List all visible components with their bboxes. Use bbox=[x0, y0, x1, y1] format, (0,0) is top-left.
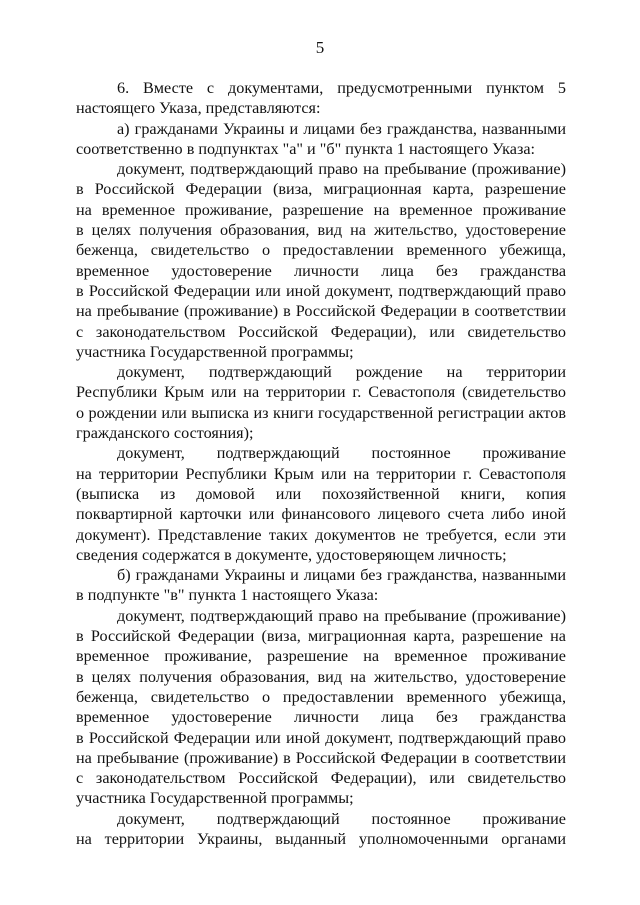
paragraph-line: соответственно в подпунктах "а" и "б" пункта 1 настоящего Указа: bbox=[76, 139, 536, 158]
paragraph-line: документ). Представление таких документов не требуется, если эти bbox=[76, 525, 566, 544]
line-wrapper bbox=[76, 423, 566, 443]
paragraph-line: б) гражданами Украины и лицами без гражданства, названными bbox=[117, 566, 566, 585]
paragraph-line: на пребывание (проживание) в Российской Федерации в соответствии bbox=[76, 748, 566, 767]
line-wrapper bbox=[76, 139, 566, 159]
document-paragraph bbox=[76, 119, 566, 160]
paragraph-line: документ, подтверждающий рождение на территории bbox=[117, 363, 566, 382]
line-wrapper bbox=[76, 728, 566, 748]
line-wrapper bbox=[76, 606, 566, 626]
line-wrapper bbox=[76, 809, 566, 829]
paragraph-line: а) гражданами Украины и лицами без гражданства, названными bbox=[117, 119, 566, 138]
paragraph-line: гражданского состояния); bbox=[76, 424, 254, 443]
line-wrapper bbox=[76, 707, 566, 727]
page-number: 5 bbox=[315, 38, 325, 57]
line-wrapper bbox=[76, 504, 566, 524]
line-wrapper bbox=[76, 119, 566, 139]
line-wrapper bbox=[76, 585, 566, 605]
paragraph-line: документ, подтверждающий постоянное проживание bbox=[117, 444, 566, 463]
paragraph-line: временное проживание, разрешение на временное проживание bbox=[76, 647, 566, 666]
document-paragraph bbox=[76, 159, 566, 362]
line-wrapper bbox=[76, 667, 566, 687]
paragraph-line: 6. Вместе с документами, предусмотренными пунктом 5 bbox=[117, 79, 566, 97]
line-wrapper bbox=[76, 748, 566, 768]
line-wrapper bbox=[76, 220, 566, 240]
line-wrapper bbox=[76, 281, 566, 301]
line-wrapper bbox=[76, 382, 566, 402]
paragraph-line: документ, подтверждающий право на пребывание (проживание) bbox=[117, 160, 566, 179]
line-wrapper bbox=[76, 362, 566, 382]
line-wrapper bbox=[76, 646, 566, 666]
line-wrapper bbox=[76, 525, 566, 545]
line-wrapper bbox=[76, 403, 566, 423]
line-wrapper bbox=[76, 322, 566, 342]
line-wrapper bbox=[76, 301, 566, 321]
line-wrapper bbox=[76, 464, 566, 484]
document-paragraph bbox=[76, 809, 566, 850]
paragraph-line: в Российской Федерации (виза, миграционная карта, разрешение bbox=[76, 180, 566, 199]
paragraph-line: сведения содержатся в документе, удостоверяющем личность; bbox=[76, 545, 507, 564]
document-paragraph bbox=[76, 362, 566, 443]
document-paragraph bbox=[76, 78, 566, 119]
line-wrapper bbox=[76, 484, 566, 504]
paragraph-line: поквартирной карточки или финансового лицевого счета либо иной bbox=[76, 505, 566, 524]
line-wrapper bbox=[76, 200, 566, 220]
paragraph-line: беженца, свидетельство о предоставлении временного убежища, bbox=[76, 241, 566, 260]
paragraph-line: участника Государственной программы; bbox=[76, 789, 354, 808]
line-wrapper bbox=[76, 443, 566, 463]
line-wrapper bbox=[76, 179, 566, 199]
document-paragraph bbox=[76, 443, 566, 565]
line-wrapper bbox=[76, 788, 566, 808]
line-wrapper bbox=[76, 687, 566, 707]
paragraph-line: настоящего Указа, представляются: bbox=[76, 99, 321, 118]
paragraph-line: документ, подтверждающий право на пребывание (проживание) bbox=[117, 606, 566, 625]
paragraph-line: документ, подтверждающий постоянное проживание bbox=[117, 809, 566, 828]
paragraph-line: на временное проживание, разрешение на временное проживание bbox=[76, 200, 566, 219]
paragraph-line: в подпункте "в" пункта 1 настоящего Указа: bbox=[76, 586, 379, 605]
paragraph-line: (выписка из домовой или похозяйственной книги, копия bbox=[76, 484, 566, 503]
line-wrapper bbox=[76, 545, 566, 565]
document-paragraph bbox=[76, 565, 566, 606]
document-paragraph bbox=[76, 606, 566, 809]
line-wrapper bbox=[76, 342, 566, 362]
paragraph-line: с законодательством Российской Федерации), или свидетельство bbox=[76, 322, 566, 341]
paragraph-line: в Российской Федерации или иной документ, подтверждающий право bbox=[76, 281, 566, 300]
document-body bbox=[76, 78, 566, 849]
line-wrapper bbox=[76, 159, 566, 179]
paragraph-line: беженца, свидетельство о предоставлении временного убежища, bbox=[76, 687, 566, 706]
paragraph-line: в Российской Федерации (виза, миграционная карта, разрешение на bbox=[76, 627, 566, 646]
line-wrapper bbox=[76, 829, 566, 849]
paragraph-line: на территории Республики Крым или на территории г. Севастополя bbox=[76, 464, 566, 483]
paragraph-line: в Российской Федерации или иной документ, подтверждающий право bbox=[76, 728, 566, 747]
paragraph-line: на территории Украины, выданный уполномоченными органами bbox=[76, 829, 566, 848]
line-wrapper bbox=[76, 626, 566, 646]
paragraph-line: в целях получения образования, вид на жительство, удостоверение bbox=[76, 221, 566, 240]
paragraph-line: временное удостоверение личности лица без гражданства bbox=[76, 708, 566, 727]
paragraph-line: на пребывание (проживание) в Российской Федерации в соответствии bbox=[76, 302, 566, 321]
paragraph-line: о рождении или выписка из книги государственной регистрации актов bbox=[76, 403, 566, 422]
line-wrapper bbox=[76, 768, 566, 788]
paragraph-line: временное удостоверение личности лица без гражданства bbox=[76, 261, 566, 280]
line-wrapper bbox=[76, 240, 566, 260]
paragraph-line: с законодательством Российской Федерации), или свидетельство bbox=[76, 769, 566, 788]
line-wrapper bbox=[76, 78, 566, 98]
line-wrapper bbox=[76, 261, 566, 281]
line-wrapper bbox=[76, 98, 566, 118]
line-wrapper bbox=[76, 565, 566, 585]
paragraph-line: в целях получения образования, вид на жительство, удостоверение bbox=[76, 667, 566, 686]
paragraph-line: участника Государственной программы; bbox=[76, 342, 354, 361]
paragraph-line: Республики Крым или на территории г. Севастополя (свидетельство bbox=[76, 383, 566, 402]
